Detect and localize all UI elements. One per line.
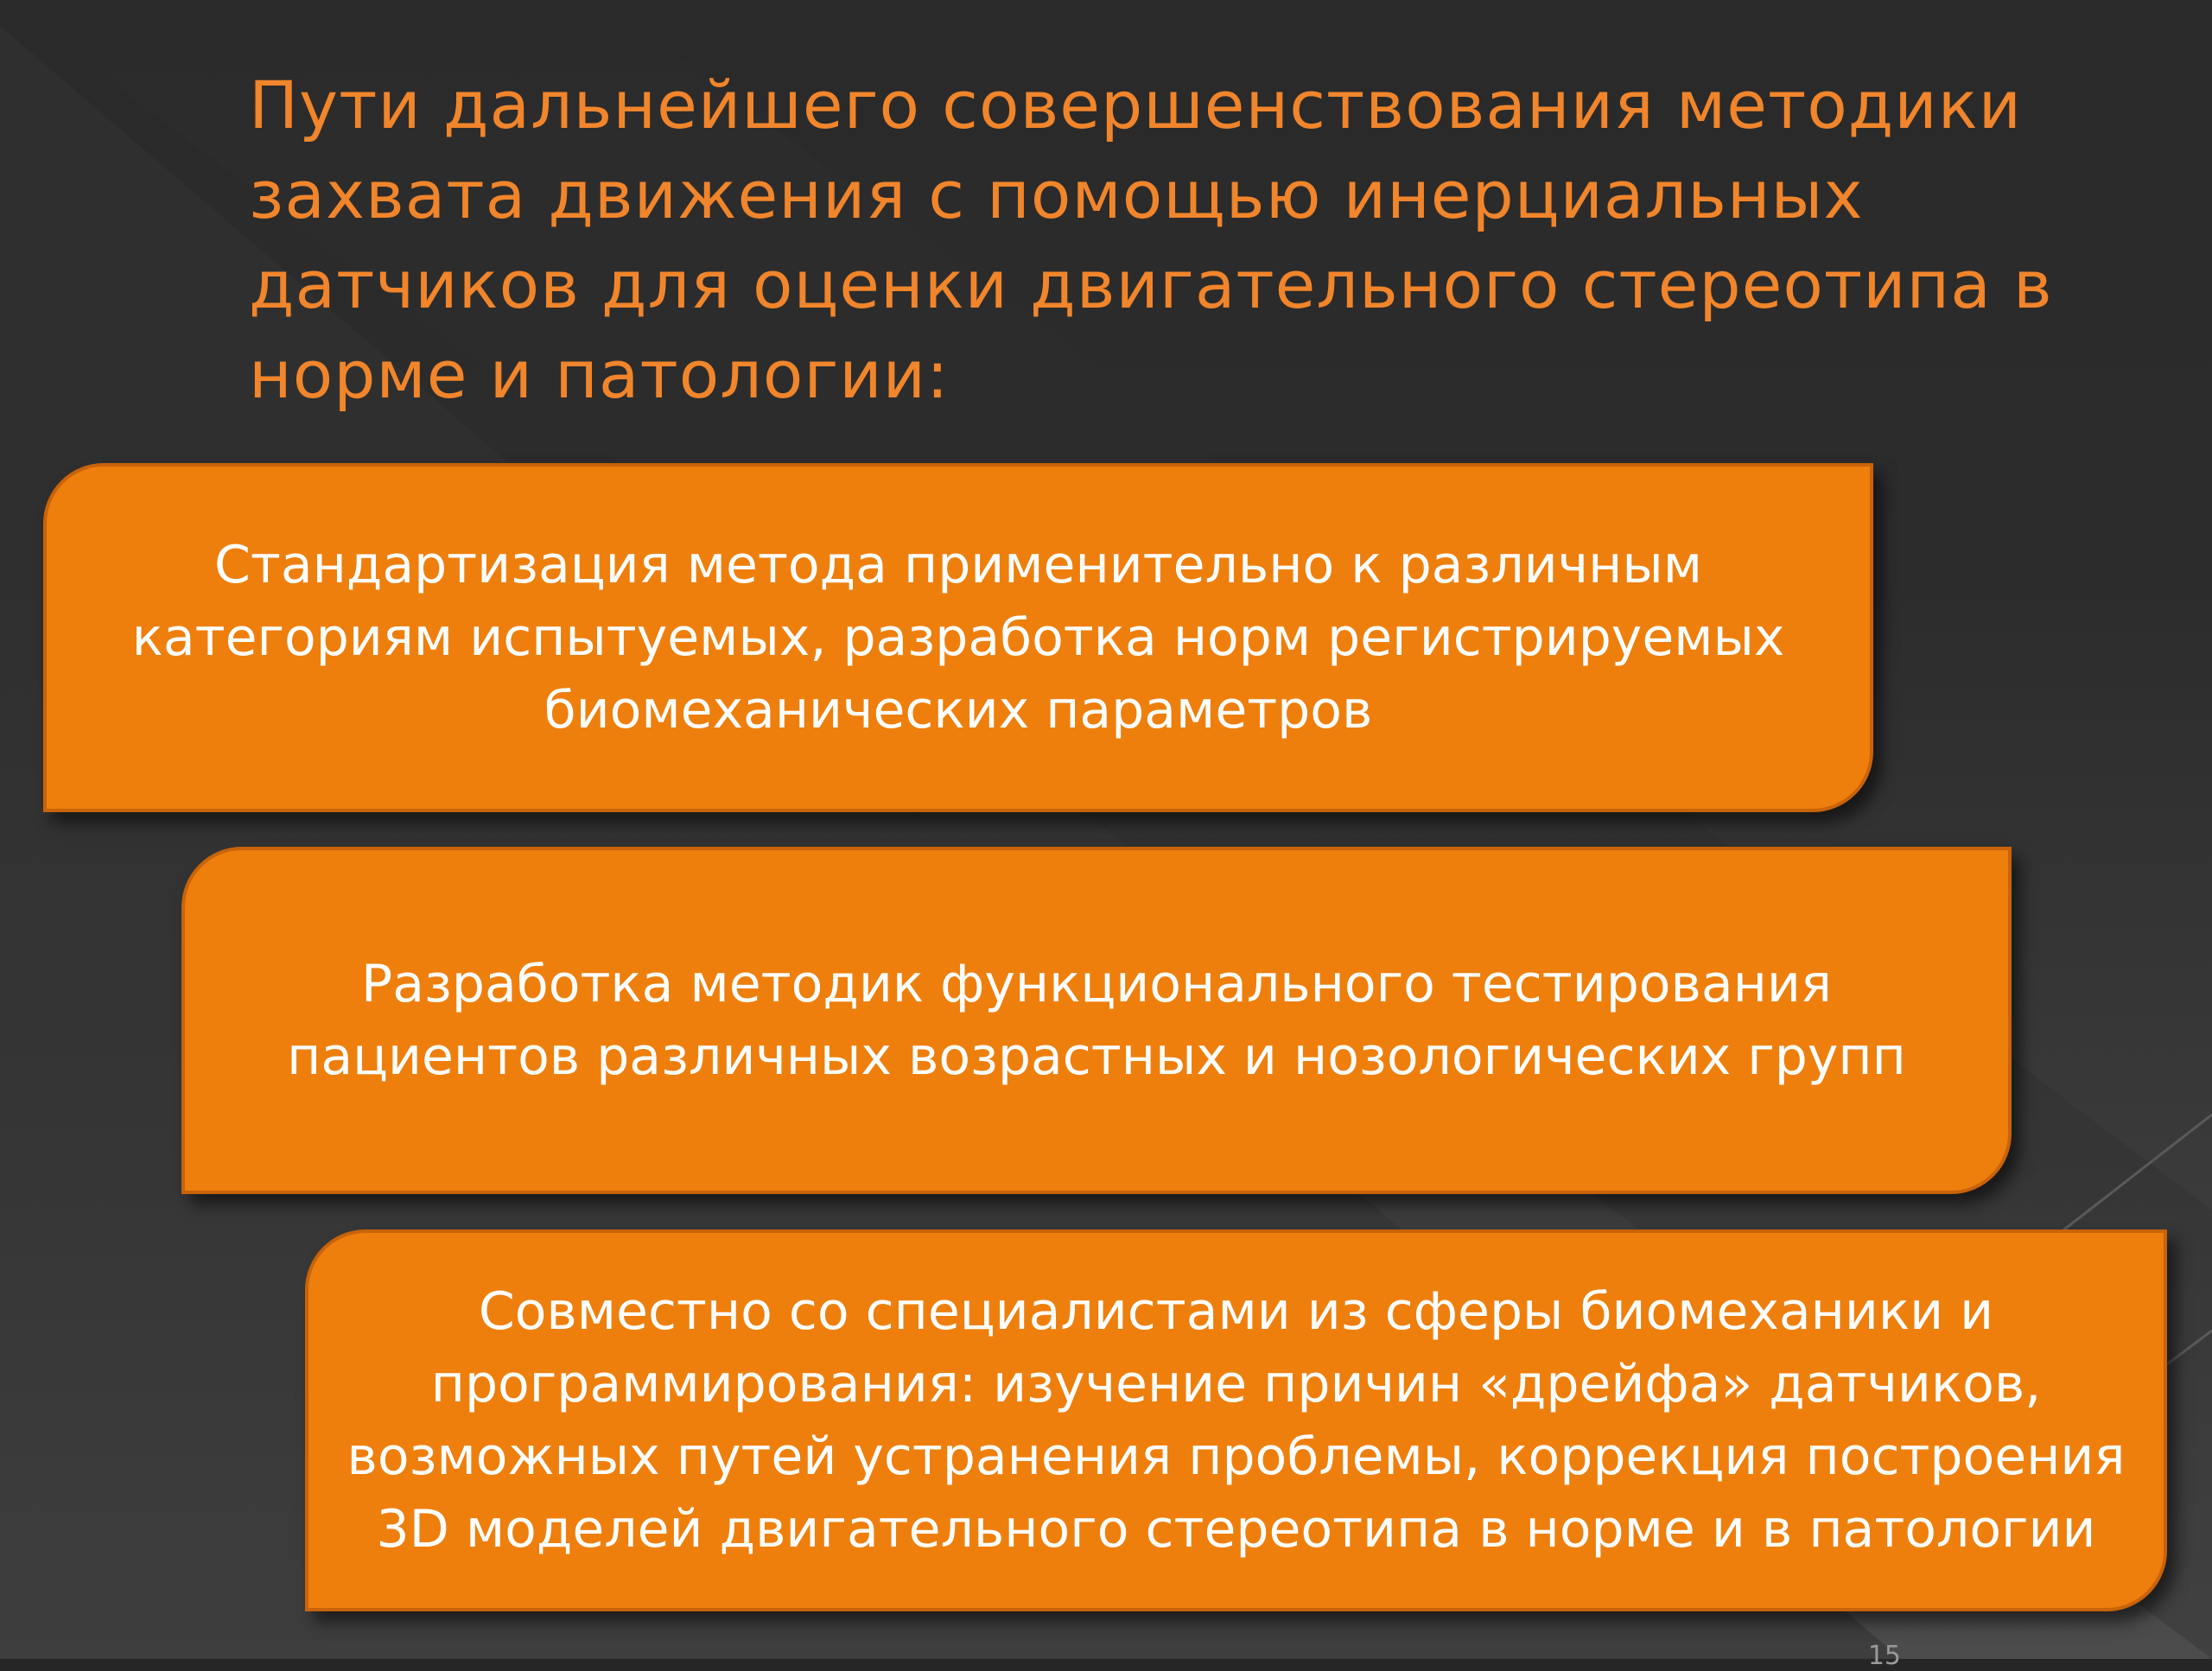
slide-title: Пути дальнейшего совершенствования методики захвата движения с помощью инерциальных датчиков для оценки двигательного стереотипа в норме и патологии: [249, 67, 2053, 413]
slide-number: 15 [1867, 1641, 1901, 1671]
content-box-collaboration [305, 1229, 2167, 1611]
content-box-text: Разработка методик функционального тестирования пациентов различных возрастных и нозологических групп [287, 954, 1906, 1087]
content-box-text: Совместно со специалистами из сферы биомеханики и программирования: изучение причин «дрейфа» датчиков, возможных путей устранения проблемы, коррекция построения 3D моделей двигательного стереотипа в норме и в патологии [346, 1281, 2126, 1560]
content-box-testing-methods [181, 847, 2012, 1194]
content-box-text: Стандартизация метода применительно к различным категориям испытуемых, разработка норм регистрируемых биомеханических параметров [131, 535, 1785, 740]
content-box-standardization [43, 463, 1873, 812]
